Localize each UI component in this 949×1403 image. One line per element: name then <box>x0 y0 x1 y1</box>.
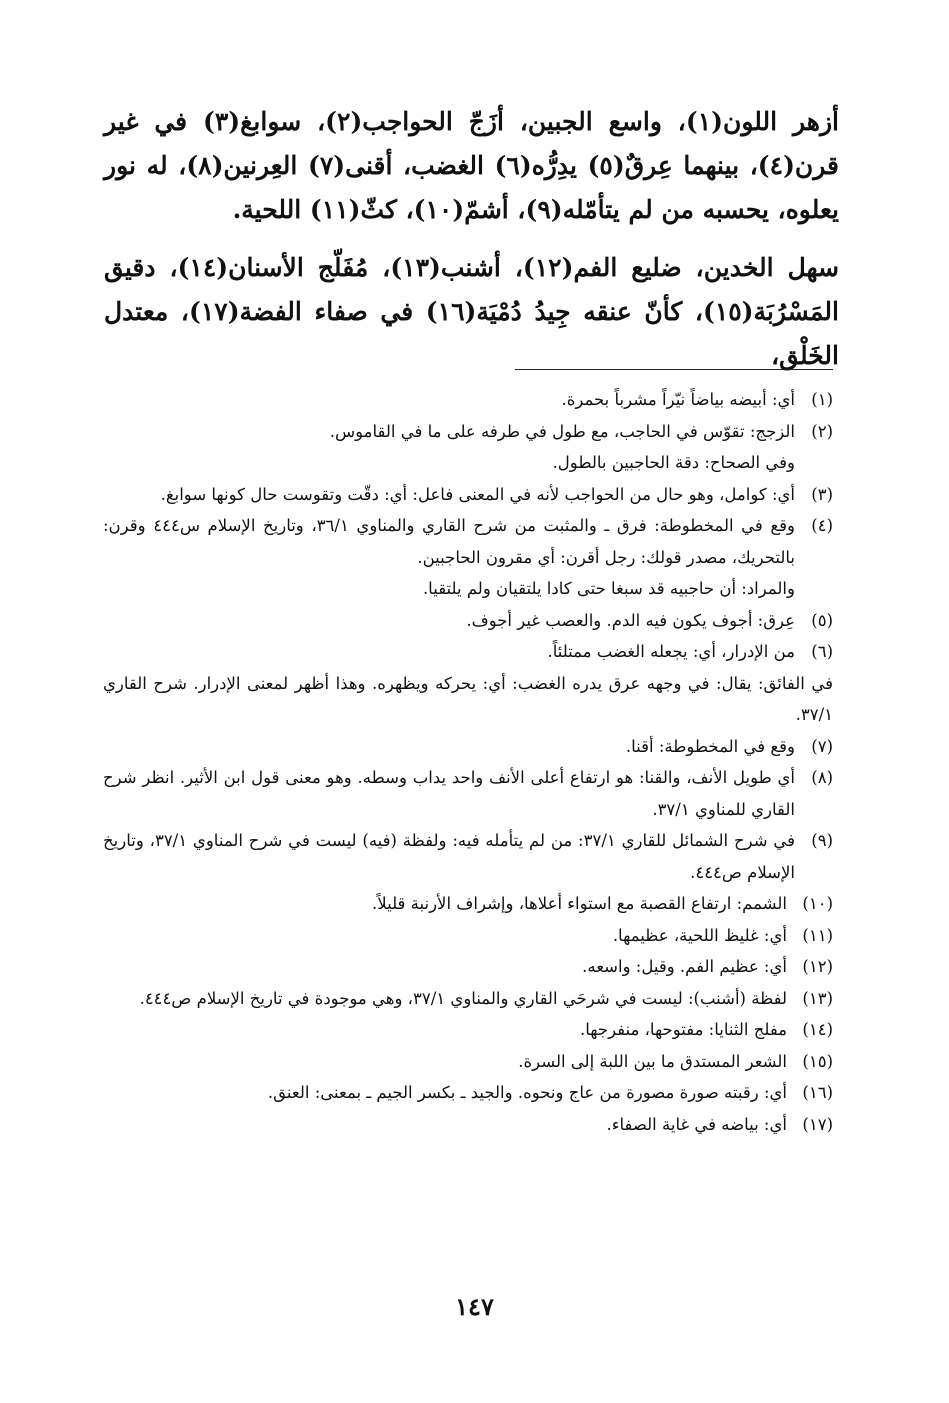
footnote-number: (١٣) <box>802 988 833 1008</box>
footnote-number: (١٧) <box>802 1114 833 1134</box>
footnote-number: (٣) <box>811 484 833 504</box>
footnote-12 <box>103 951 833 983</box>
footnote-line: عِرق: أجوف يكون فيه الدم. والعصب غير أجوف. <box>466 610 795 630</box>
footnote-number: (١٤) <box>802 1020 833 1039</box>
footnote-line: أي: أبيضه بياضاً نيّراً مشرباً بحمرة. <box>561 390 795 409</box>
footnote-line: من الإدرار، أي: يجعله الغضب ممتلئاً. <box>547 642 795 661</box>
main-paragraph-2: سهل الخدين، ضليع الفم(١٢)، أشنب(١٣)، مُفَلّج الأسنان(١٤)، دقيق المَسْرُبَة(١٥)، كأنّ عنقه جِيدُ دُمْيَة(١٦) في صفاء الفضة(١٧)، معتدل الخَلْق، <box>104 253 839 370</box>
footnote-text <box>103 825 795 888</box>
footnote-number: (١) <box>811 390 833 409</box>
footnote-text <box>103 1077 787 1109</box>
footnote-11 <box>103 920 833 952</box>
footnote-line: وقع في المخطوطة: أقنا. <box>625 736 795 756</box>
footnote-10 <box>103 888 833 920</box>
footnote-8 <box>103 762 833 825</box>
footnote-2 <box>103 416 833 479</box>
footnote-9 <box>103 825 833 888</box>
main-text <box>104 100 839 378</box>
footnote-text <box>103 951 787 983</box>
footnote-line: وفي الصحاح: دقة الحاجبين بالطول. <box>552 453 795 472</box>
footnote-text <box>103 1046 787 1078</box>
main-paragraph-1: أزهر اللون(١)، واسع الجبين، أزَجّ الحواجب(٢)، سوابغ(٣) في غير قرن(٤)، بينهما عِرقٌ(٥) يدِرُّه(٦) الغضب، أقنى(٧) العِرنين(٨)، له نور يعلوه، يحسبه من لم يتأمّله(٩)، أشمّ(١٠)، كثّ(١١) اللحية. <box>104 107 839 224</box>
footnote-line: الزجج: تقوّس في الحاجب، مع طول في طرفه على ما في القاموس. <box>329 421 795 441</box>
footnote-number: (٢) <box>811 421 833 441</box>
footnote-15 <box>103 1046 833 1078</box>
footnote-line: أي: عظيم الفم. وقيل: واسعه. <box>582 957 787 976</box>
footnote-line: الشمم: ارتفاع القصبة مع استواء أعلاها، وإشراف الأرنبة قليلاً. <box>372 894 787 913</box>
footnote-number: (٧) <box>811 736 833 756</box>
footnote-text <box>103 668 833 731</box>
footnote-1 <box>103 384 833 416</box>
footnote-text <box>103 605 795 637</box>
footnote-number: (٥) <box>811 610 833 630</box>
footnote-3 <box>103 479 833 511</box>
footnote-number: (١٦) <box>802 1083 833 1102</box>
footnote-line: أي: كوامل، وهو حال من الحواجب لأنه في المعنى فاعل: أي: دقّت وتقوست حال كونها سوابغ. <box>160 484 795 504</box>
footnote-6-continuation <box>103 668 833 731</box>
footnote-number: (٦) <box>811 642 833 661</box>
footnote-line: لفظة (أشنب): ليست في شرحَي القاري والمناوي ٣٧/١، وهي موجودة في تاريخ الإسلام ص٤٤٤. <box>139 988 787 1008</box>
footnote-line: وقع في المخطوطة: فرق ـ والمثبت من شرح القاري والمناوي ٣٦/١، وتاريخ الإسلام س٤٤٤ وقرن: بالتحريك، مصدر قولك: رجل أقرن: أي مقرون الحاجبين. <box>103 516 795 567</box>
footnote-16 <box>103 1077 833 1109</box>
footnote-line: والمراد: أن حاجبيه قد سبغا حتى كادا يلتقيان ولم يلتقيا. <box>422 579 795 598</box>
footnote-text <box>103 920 787 952</box>
footnote-14 <box>103 1014 833 1046</box>
footnote-line: الشعر المستدق ما بين اللبة إلى السرة. <box>518 1051 787 1071</box>
footnote-text <box>103 983 787 1015</box>
footnote-5 <box>103 605 833 637</box>
footnote-text <box>103 731 795 763</box>
footnote-number: (٤) <box>811 516 833 535</box>
footnote-text <box>103 1109 787 1141</box>
page-number: ١٤٧ <box>455 1292 494 1321</box>
footnotes <box>103 384 833 1140</box>
footnote-number: (٩) <box>811 831 833 850</box>
footnote-line: أي: رقبته صورة مصورة من عاج ونحوه. والجيد ـ بكسر الجيم ـ بمعنى: العنق. <box>267 1083 787 1102</box>
footnote-line: أي طويل الأنف، والقنا: هو ارتفاع أعلى الأنف واحد يداب وسطه. وهو معنى قول ابن الأثير. انظر شرح القاري للمناوي ٣٧/١. <box>103 768 795 819</box>
footnote-text <box>103 416 795 479</box>
footnote-separator <box>515 369 833 370</box>
footnote-text <box>103 636 795 668</box>
footnote-number: (١١) <box>802 925 833 945</box>
footnote-line: في شرح الشمائل للقاري ٣٧/١: من لم يتأمله فيه: ولفظة (فيه) ليست في شرح المناوي ٣٧/١، وتاريخ الإسلام ص٤٤٤. <box>103 831 795 882</box>
footnote-text <box>103 479 795 511</box>
footnote-17 <box>103 1109 833 1141</box>
footnote-line: مفلج الثنايا: مفتوحها، منفرجها. <box>580 1020 787 1039</box>
footnote-13 <box>103 983 833 1015</box>
footnote-text <box>103 1014 787 1046</box>
footnote-7 <box>103 731 833 763</box>
footnote-text <box>103 510 795 605</box>
footnote-number: (٨) <box>811 768 833 787</box>
footnote-text <box>103 384 795 416</box>
footnote-line: في الفائق: يقال: في وجهه عرق يدره الغضب: أي: يحركه ويظهره. وهذا أظهر لمعنى الإدرار. شرح القاري ٣٧/١. <box>103 673 833 724</box>
footnote-4 <box>103 510 833 605</box>
footnote-line: أي: غليظ اللحية، عظيمها. <box>612 925 787 945</box>
footnote-number: (١٥) <box>802 1051 833 1071</box>
footnote-text <box>103 888 787 920</box>
footnote-text <box>103 762 795 825</box>
footnote-line: أي: بياضه في غاية الصفاء. <box>606 1114 787 1134</box>
footnote-number: (١٠) <box>802 894 833 913</box>
footnote-number: (١٢) <box>802 957 833 976</box>
footnote-6 <box>103 636 833 668</box>
